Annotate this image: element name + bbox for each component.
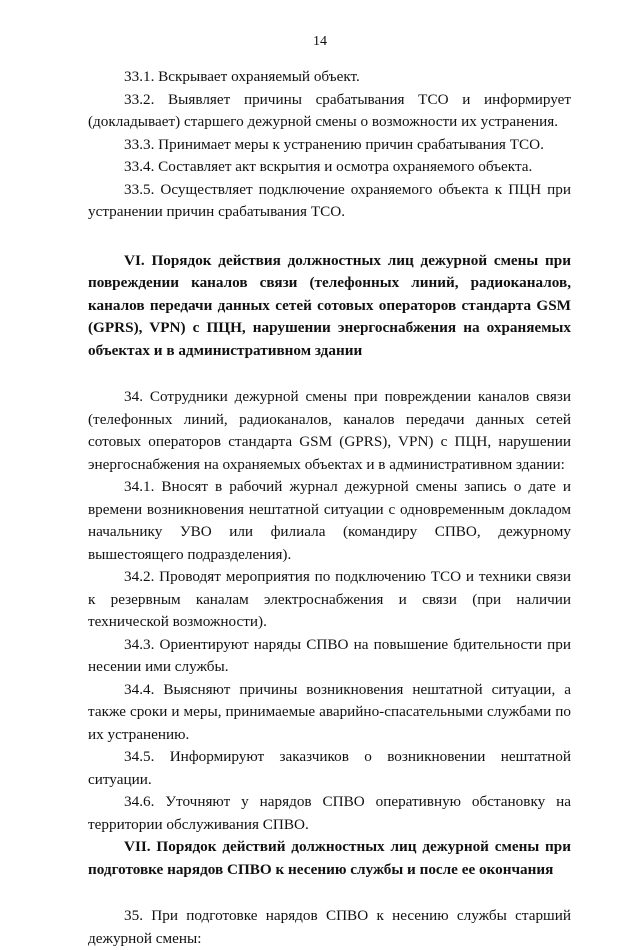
paragraph-34-5: 34.5. Информируют заказчиков о возникновении нештатной ситуации.	[88, 748, 571, 788]
paragraph-33-4: 33.4. Составляет акт вскрытия и осмотра охраняемого объекта.	[124, 158, 533, 175]
paragraph-34: 34. Сотрудники дежурной смены при повреждении каналов связи (телефонных линий, радиоканалов, каналов передачи данных сетей сотовых операторов стандарта GSM (GPRS), VPN) с ПЦН, нарушении энергоснабжения на охраняемых объектах и в административном здании:	[88, 388, 571, 473]
spacer	[88, 224, 571, 250]
page-number: 14	[313, 34, 327, 49]
paragraph-33-1: 33.1. Вскрывает охраняемый объект.	[124, 68, 360, 85]
paragraph-34-3: 34.3. Ориентируют наряды СПВО на повышение бдительности при несении ими службы.	[88, 635, 571, 675]
paragraph-34-2: 34.2. Проводят мероприятия по подключению ТСО и техники связи к резервным каналам электроснабжения и связи (при наличии технической возможности).	[88, 568, 571, 630]
paragraph-33-3: 33.3. Принимает меры к устранению причин срабатывания ТСО.	[124, 135, 544, 153]
paragraph-34-6: 34.6. Уточняют у нарядов СПВО оперативную обстановку на территории обслуживания СПВО.	[88, 793, 571, 833]
section-vii-heading: VII. Порядок действий должностных лиц дежурной смены при подготовке нарядов СПВО к несению службы и после ее окончания	[88, 838, 571, 878]
section-vi-heading: VI. Порядок действия должностных лиц дежурной смены при повреждении каналов связи (телефонных линий, радиоканалов, каналов передачи данных сетей сотовых операторов стандарта GSM (GPRS), VPN) с ПЦН, нарушении энергоснабжения на охраняемых объектах и в административном здании	[88, 251, 571, 359]
document-body	[88, 66, 571, 950]
paragraph-35: 35. При подготовке нарядов СПВО к несению службы старший дежурной смены:	[88, 907, 571, 947]
paragraph-33-5: 33.5. Осуществляет подключение охраняемого объекта к ПЦН при устранении причин срабатывания ТСО.	[88, 180, 571, 220]
spacer	[88, 881, 571, 905]
spacer	[88, 362, 571, 386]
paragraph-33-2: 33.2. Выявляет причины срабатывания ТСО и информирует (докладывает) старшего дежурной смены о возможности их устранения.	[88, 90, 571, 130]
paragraph-34-1: 34.1. Вносят в рабочий журнал дежурной смены запись о дате и времени возникновения нештатной ситуации с одновременным докладом начальнику УВО или филиала (командиру СПВО, дежурному вышестоящего подразделения).	[88, 478, 571, 563]
paragraph-34-4: 34.4. Выясняют причины возникновения нештатной ситуации, а также сроки и меры, принимаемые аварийно-спасательными службами по их устранению.	[88, 680, 571, 743]
